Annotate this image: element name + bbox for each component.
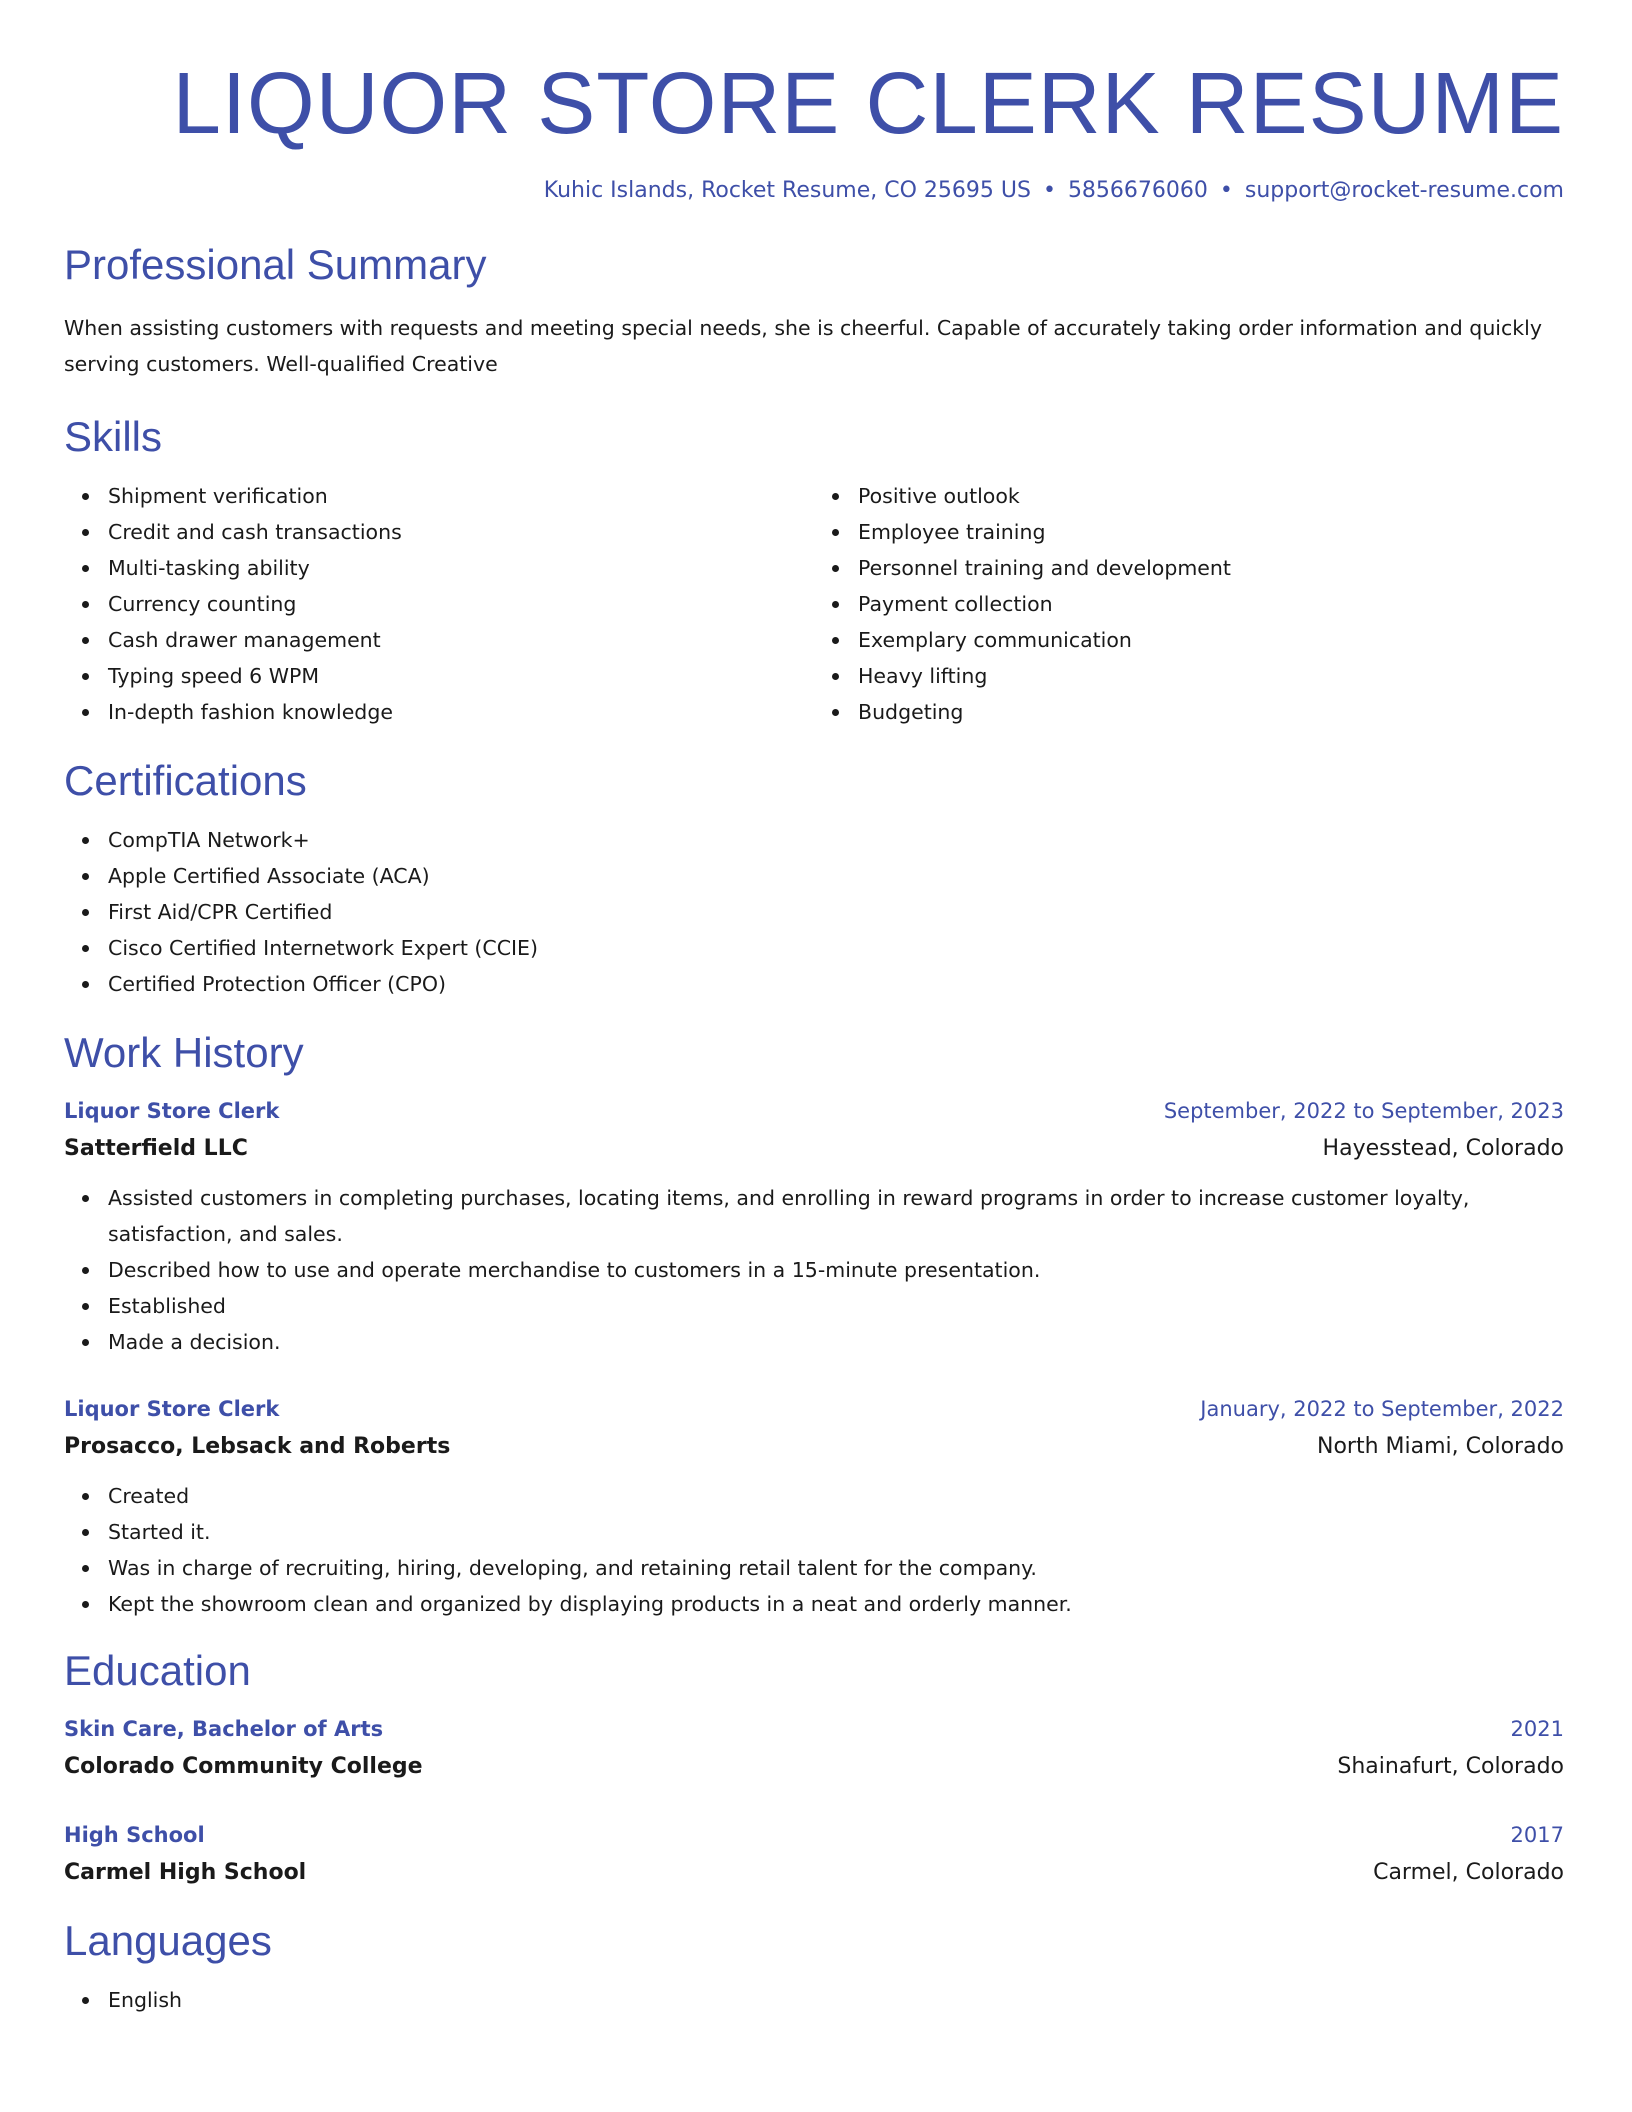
education-school-row bbox=[64, 1748, 1564, 1786]
certifications-list bbox=[64, 822, 1564, 1002]
education-year: 2021 bbox=[1510, 1717, 1564, 1741]
education-header-row bbox=[64, 1816, 1564, 1854]
summary-text: When assisting customers with requests and meeting special needs, she is cheerful. Capable of accurately taking order information and quickly serving customers. Well-qualified Creative bbox=[64, 316, 1542, 376]
skill-item: Positive outlook bbox=[858, 478, 1564, 514]
skill-item: Employee training bbox=[858, 514, 1564, 550]
job-title: Liquor Store Clerk bbox=[64, 1099, 280, 1123]
languages-heading: Languages bbox=[64, 1917, 272, 1964]
job-dates: January, 2022 to September, 2022 bbox=[1200, 1397, 1564, 1421]
skills-list-left bbox=[64, 478, 814, 730]
skill-item: Cash drawer management bbox=[108, 622, 814, 658]
job-bullet: Made a decision. bbox=[108, 1324, 1564, 1360]
skill-item: Typing speed 6 WPM bbox=[108, 658, 814, 694]
job-bullet: Established bbox=[108, 1288, 1564, 1324]
contact-phone: 5856676060 bbox=[1067, 178, 1208, 203]
resume-page bbox=[64, 0, 1564, 2018]
education-location: Shainafurt, Colorado bbox=[1337, 1754, 1564, 1779]
job-bullets bbox=[64, 1478, 1564, 1622]
job-location: Hayesstead, Colorado bbox=[1322, 1136, 1564, 1161]
job-bullet: Assisted customers in completing purchases, locating items, and enrolling in reward programs in order to increase customer loyalty, satisfaction, and sales. bbox=[108, 1180, 1564, 1252]
certifications-heading: Certifications bbox=[64, 757, 307, 804]
job-bullets bbox=[64, 1180, 1564, 1360]
skill-item: Credit and cash transactions bbox=[108, 514, 814, 550]
job-company: Prosacco, Lebsack and Roberts bbox=[64, 1434, 451, 1459]
job-header-row bbox=[64, 1390, 1564, 1428]
contact-address: Kuhic Islands, Rocket Resume, CO 25695 US bbox=[543, 178, 1031, 203]
skills-columns bbox=[64, 478, 1564, 730]
job-bullet: Was in charge of recruiting, hiring, developing, and retaining retail talent for the company. bbox=[108, 1550, 1564, 1586]
resume-title: LIQUOR STORE CLERK RESUME bbox=[172, 55, 1564, 152]
skill-item: Payment collection bbox=[858, 586, 1564, 622]
education-year: 2017 bbox=[1510, 1823, 1564, 1847]
education-school: Carmel High School bbox=[64, 1860, 307, 1885]
contact-separator: • bbox=[1219, 178, 1233, 203]
education-degree: High School bbox=[64, 1823, 205, 1847]
contact-separator: • bbox=[1042, 178, 1056, 203]
skill-item: Exemplary communication bbox=[858, 622, 1564, 658]
job-bullet: Started it. bbox=[108, 1514, 1564, 1550]
skills-heading: Skills bbox=[64, 413, 163, 460]
summary-heading: Professional Summary bbox=[64, 241, 487, 288]
job-company: Satterfield LLC bbox=[64, 1136, 248, 1161]
skill-item: Currency counting bbox=[108, 586, 814, 622]
certification-item: Cisco Certified Internetwork Expert (CCIE) bbox=[108, 930, 1564, 966]
job-location: North Miami, Colorado bbox=[1317, 1434, 1564, 1459]
job-company-row bbox=[64, 1428, 1564, 1466]
education-entry bbox=[64, 1816, 1564, 1892]
job-company-row bbox=[64, 1130, 1564, 1168]
skill-item: Budgeting bbox=[858, 694, 1564, 730]
skill-item: Multi-tasking ability bbox=[108, 550, 814, 586]
language-item: English bbox=[108, 1982, 1564, 2018]
job-dates: September, 2022 to September, 2023 bbox=[1163, 1099, 1564, 1123]
skill-item: Heavy lifting bbox=[858, 658, 1564, 694]
skill-item: Shipment verification bbox=[108, 478, 814, 514]
job-entry bbox=[64, 1390, 1564, 1622]
education-school: Colorado Community College bbox=[64, 1754, 423, 1779]
job-bullet: Described how to use and operate merchandise to customers in a 15-minute presentation. bbox=[108, 1252, 1564, 1288]
job-bullet: Created bbox=[108, 1478, 1564, 1514]
education-school-row bbox=[64, 1854, 1564, 1892]
job-header-row bbox=[64, 1092, 1564, 1130]
contact-line bbox=[64, 176, 1564, 206]
education-entry bbox=[64, 1710, 1564, 1786]
education-location: Carmel, Colorado bbox=[1373, 1860, 1564, 1885]
certification-item: Certified Protection Officer (CPO) bbox=[108, 966, 1564, 1002]
job-title: Liquor Store Clerk bbox=[64, 1397, 280, 1421]
languages-list bbox=[64, 1982, 1564, 2018]
job-bullet: Kept the showroom clean and organized by displaying products in a neat and orderly manner. bbox=[108, 1586, 1564, 1622]
skill-item: In-depth fashion knowledge bbox=[108, 694, 814, 730]
skill-item: Personnel training and development bbox=[858, 550, 1564, 586]
education-header-row bbox=[64, 1710, 1564, 1748]
job-entry bbox=[64, 1092, 1564, 1360]
skills-list-right bbox=[814, 478, 1564, 730]
education-degree: Skin Care, Bachelor of Arts bbox=[64, 1717, 384, 1741]
certification-item: First Aid/CPR Certified bbox=[108, 894, 1564, 930]
certification-item: Apple Certified Associate (ACA) bbox=[108, 858, 1564, 894]
work-heading: Work History bbox=[64, 1029, 304, 1076]
contact-email: support@rocket-resume.com bbox=[1244, 178, 1564, 203]
certification-item: CompTIA Network+ bbox=[108, 822, 1564, 858]
education-heading: Education bbox=[64, 1647, 251, 1694]
